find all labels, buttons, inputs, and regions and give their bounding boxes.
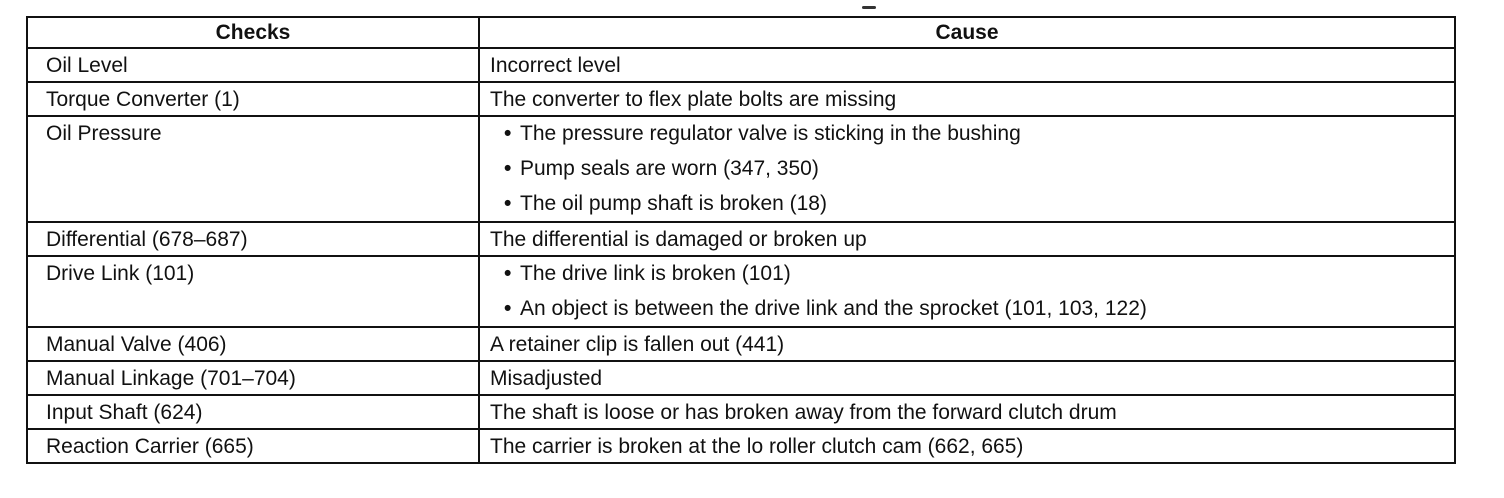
cause-cell — [479, 222, 1455, 256]
table-row — [27, 222, 1455, 256]
cause-text: The pressure regulator valve is sticking in the bushing — [520, 122, 1021, 145]
check-cell: Input Shaft (624) — [27, 395, 479, 429]
scan-mark — [862, 6, 876, 9]
check-cell: Manual Linkage (701–704) — [27, 361, 479, 395]
bullet-icon: • — [504, 157, 512, 180]
cause-cell — [479, 327, 1455, 361]
cause-text: Incorrect level — [490, 54, 621, 77]
cause-list — [490, 122, 1446, 218]
cause-text: Misadjusted — [490, 367, 603, 390]
table-row — [27, 361, 1455, 395]
cause-text: The converter to flex plate bolts are missing — [490, 88, 897, 111]
table-row — [27, 82, 1455, 116]
bullet-icon: • — [504, 262, 512, 285]
cause-cell — [479, 429, 1455, 463]
check-cell: Torque Converter (1) — [27, 82, 479, 116]
cause-list-item — [504, 297, 1446, 323]
cause-text: The differential is damaged or broken up — [490, 228, 867, 251]
cause-list-item — [504, 262, 1446, 297]
cause-cell — [479, 116, 1455, 222]
bullet-icon: • — [504, 192, 512, 215]
diagnosis-table — [26, 16, 1456, 464]
check-cell: Oil Pressure — [27, 116, 479, 222]
cause-text: The oil pump shaft is broken (18) — [520, 192, 827, 215]
check-cell: Drive Link (101) — [27, 256, 479, 327]
table-row — [27, 256, 1455, 327]
cause-text: The carrier is broken at the lo roller clutch cam (662, 665) — [490, 435, 1024, 458]
table-row — [27, 48, 1455, 82]
header-row — [27, 17, 1455, 48]
cause-text: A retainer clip is fallen out (441) — [490, 333, 785, 356]
cause-text: Pump seals are worn (347, 350) — [520, 157, 819, 180]
cause-text: An object is between the drive link and the sprocket (101, 103, 122) — [520, 297, 1147, 320]
cause-list-item — [504, 157, 1446, 192]
check-cell: Differential (678–687) — [27, 222, 479, 256]
cause-cell — [479, 395, 1455, 429]
check-cell: Manual Valve (406) — [27, 327, 479, 361]
bullet-icon: • — [504, 297, 512, 320]
table-row — [27, 395, 1455, 429]
cause-list-item — [504, 122, 1446, 157]
check-cell: Reaction Carrier (665) — [27, 429, 479, 463]
cause-list-item — [504, 192, 1446, 218]
header-cause: Cause — [479, 17, 1455, 48]
check-cell: Oil Level — [27, 48, 479, 82]
table-row — [27, 429, 1455, 463]
cause-list — [490, 262, 1446, 323]
cause-cell — [479, 48, 1455, 82]
cause-cell — [479, 82, 1455, 116]
table-row — [27, 116, 1455, 222]
header-checks: Checks — [27, 17, 479, 48]
cause-text: The shaft is loose or has broken away from the forward clutch drum — [490, 401, 1117, 424]
bullet-icon: • — [504, 122, 512, 145]
cause-cell — [479, 256, 1455, 327]
cause-text: The drive link is broken (101) — [520, 262, 791, 285]
cause-cell — [479, 361, 1455, 395]
table-row — [27, 327, 1455, 361]
